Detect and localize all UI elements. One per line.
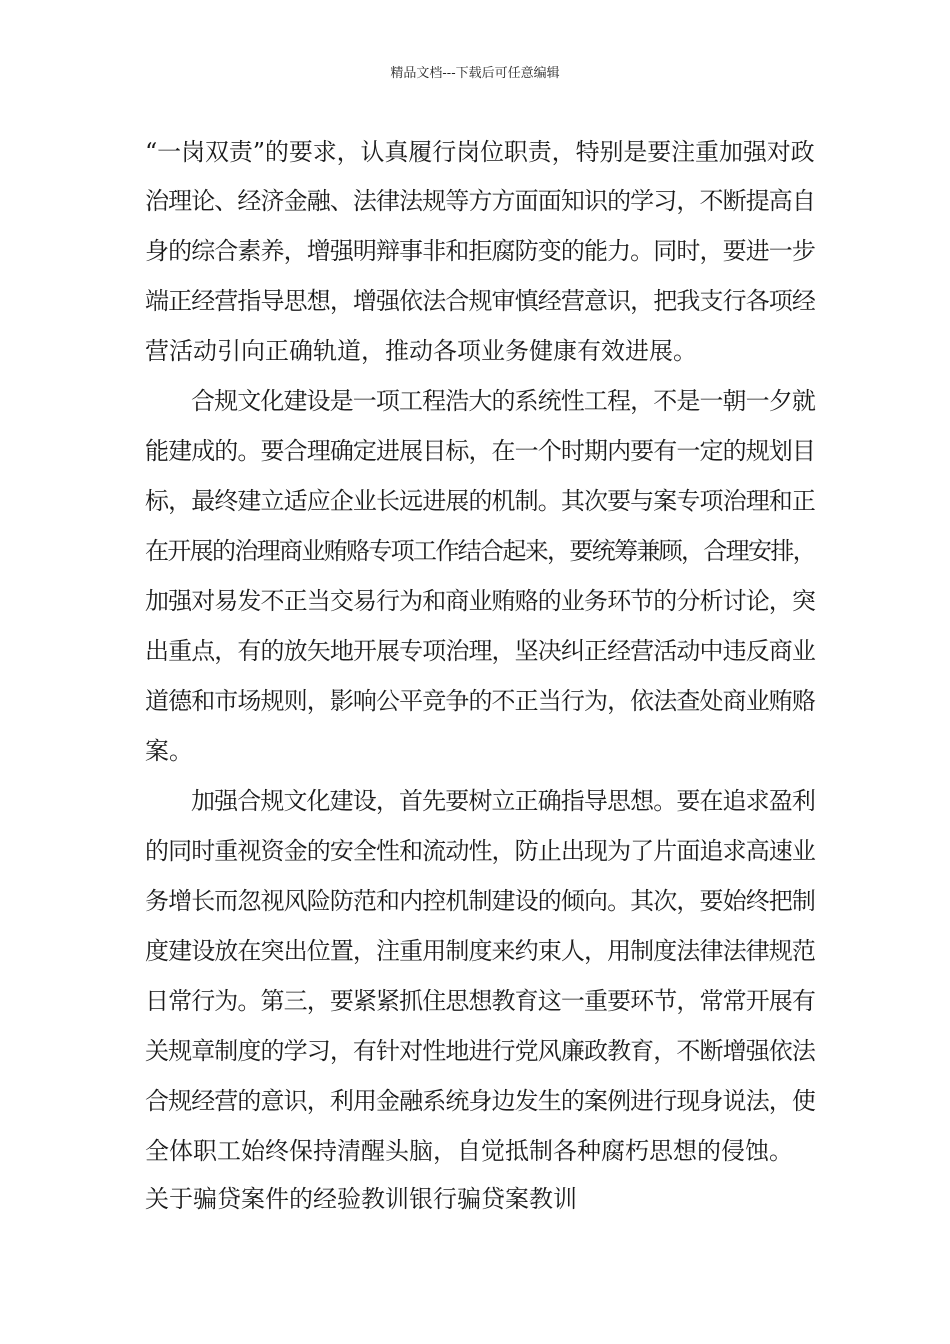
paragraph-3-line-4: 度建设放在突出位置，注重用制度来约束人，用制度法律法律规范 [145, 937, 815, 965]
paragraph-2-line-5: 加强对易发不正当交易行为和商业贿赂的业务环节的分析讨论，突 [145, 587, 815, 615]
paragraph-2-line-3: 标，最终建立适应企业长远进展的机制。其次要与案专项治理和正 [145, 487, 815, 515]
paragraph-2-line-2: 能建成的。要合理确定进展目标，在一个时期内要有一定的规划目 [145, 437, 815, 465]
paragraph-2-line-7: 道德和市场规则，影响公平竞争的不正当行为，依法查处商业贿赂 [145, 687, 815, 715]
paragraph-1-line-3: 身的综合素养，增强明辩事非和拒腐防变的能力。同时，要进一步 [145, 237, 815, 265]
paragraph-1-line-1: “一岗双责”的要求，认真履行岗位职责，特别是要注重加强对政 [145, 138, 815, 166]
paragraph-2-line-4: 在开展的治理商业贿赂专项工作结合起来，要统筹兼顾，合理安排， [145, 537, 815, 565]
page-header: 精品文档---下载后可任意编辑 [390, 66, 560, 81]
paragraph-3-line-5: 日常行为。第三，要紧紧抓住思想教育这一重要环节，常常开展有 [145, 987, 815, 1015]
paragraph-3-line-1: 加强合规文化建设，首先要树立正确指导思想。要在追求盈利 [191, 787, 815, 815]
paragraph-2-line-6: 出重点，有的放矢地开展专项治理，坚决纠正经营活动中违反商业 [145, 637, 815, 665]
paragraph-2-line-1: 合规文化建设是一项工程浩大的系统性工程，不是一朝一夕就 [191, 387, 815, 415]
paragraph-1-line-4: 端正经营指导思想，增强依法合规审慎经营意识，把我支行各项经 [145, 287, 815, 315]
paragraph-1-line-5: 营活动引向正确轨道，推动各项业务健康有效进展。 [145, 337, 697, 365]
paragraph-3-line-3: 务增长而忽视风险防范和内控机制建设的倾向。其次，要始终把制 [145, 887, 815, 915]
paragraph-3-line-8: 全体职工始终保持清醒头脑，自觉抵制各种腐朽思想的侵蚀。 [145, 1137, 793, 1165]
paragraph-3-line-6: 关规章制度的学习，有针对性地进行党风廉政教育，不断增强依法 [145, 1037, 815, 1065]
paragraph-3-line-7: 合规经营的意识，利用金融系统身边发生的案例进行现身说法，使 [145, 1087, 815, 1115]
section-title: 关于骗贷案件的经验教训银行骗贷案教训 [145, 1185, 577, 1213]
paragraph-1-line-2: 治理论、经济金融、法律法规等方方面面知识的学习，不断提高自 [145, 187, 815, 215]
paragraph-2-line-8: 案。 [145, 737, 193, 765]
paragraph-3-line-2: 的同时重视资金的安全性和流动性，防止出现为了片面追求高速业 [145, 837, 815, 865]
